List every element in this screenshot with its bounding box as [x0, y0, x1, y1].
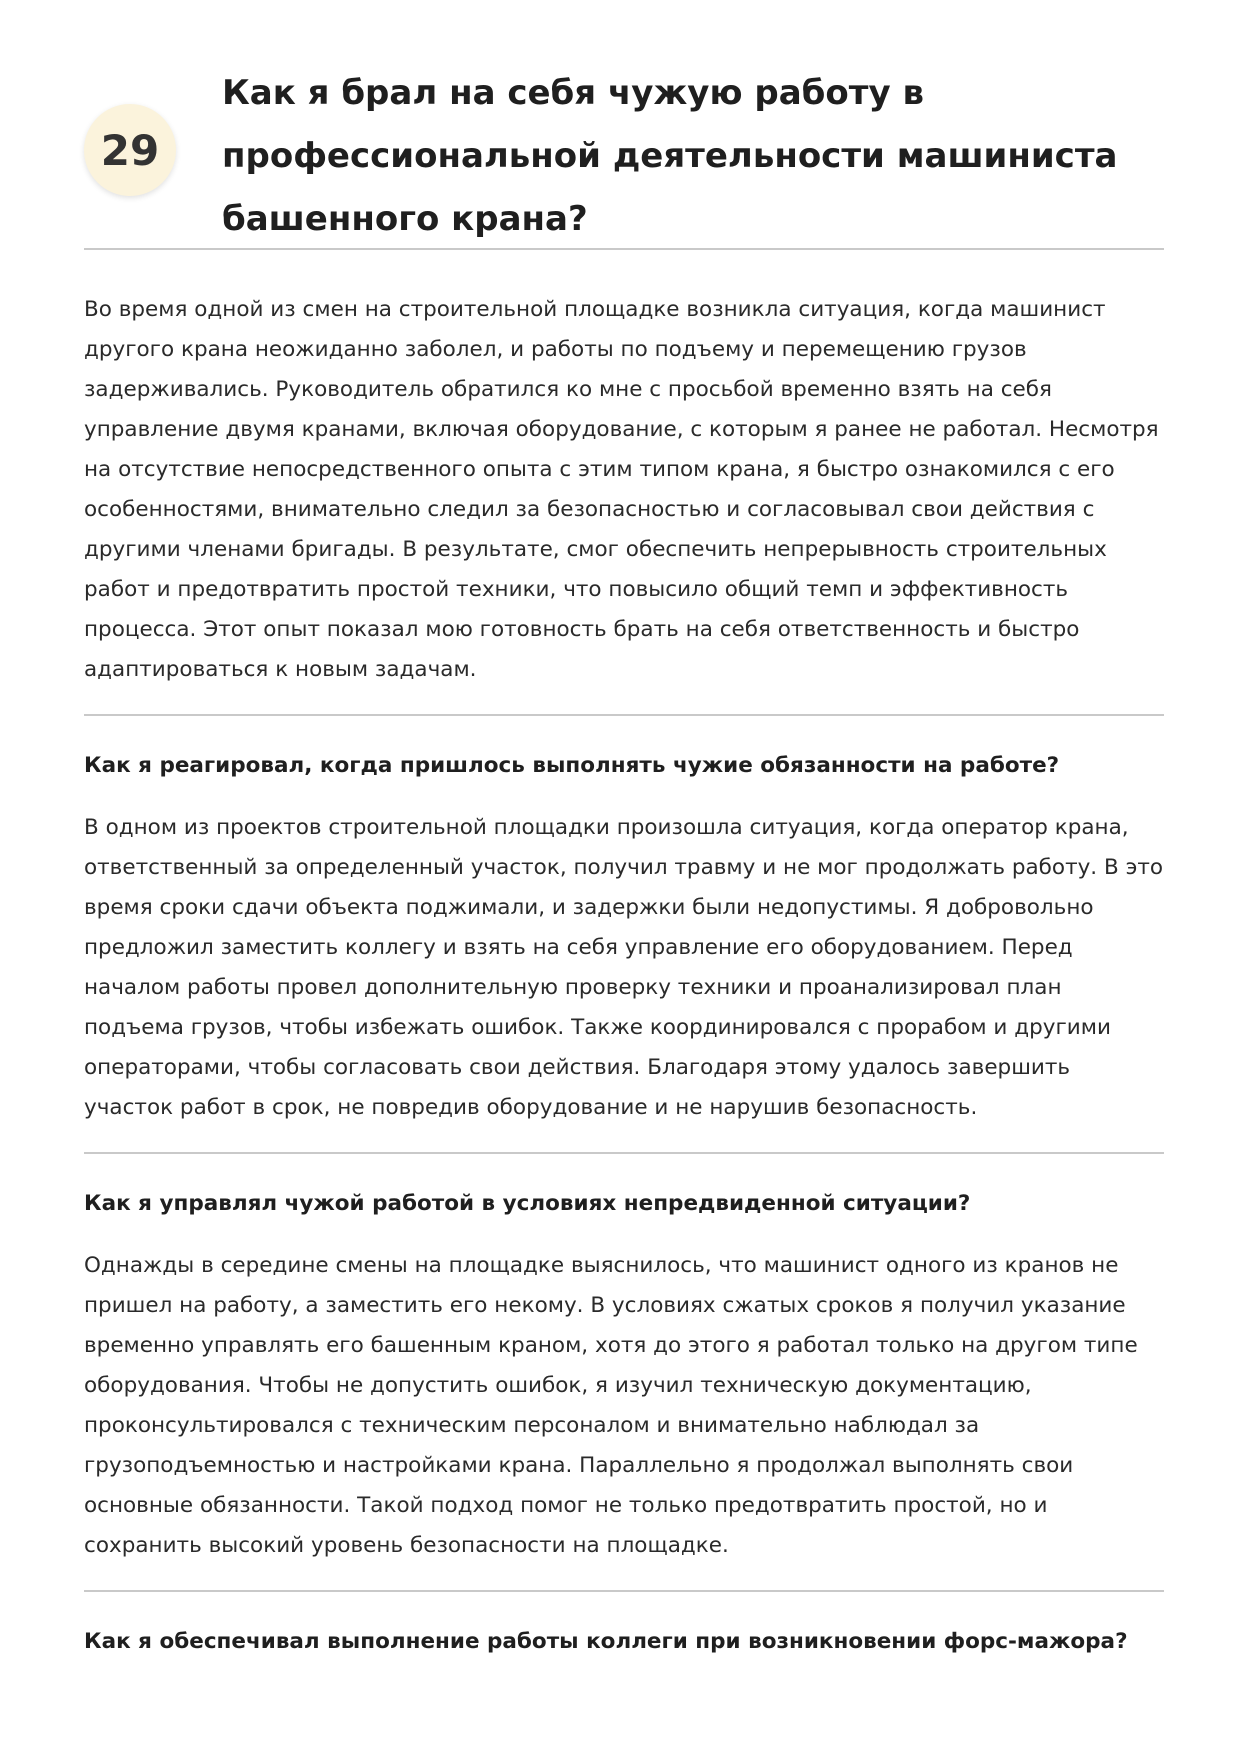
question-number-badge: 29	[84, 104, 176, 196]
section-question: Как я управлял чужой работой в условиях непредвиденной ситуации?	[84, 1191, 971, 1216]
header	[84, 0, 1164, 250]
intro-paragraph: Во время одной из смен на строительной площадке возникла ситуация, когда машинист другого крана неожиданно заболел, и работы по подъему и перемещению грузов задерживались. Руководитель обратился ко мне с просьбой временно взять на себя управление двумя кранами, включая оборудование, с которым я ранее не работал. Несмотря на отсутствие непосредственного опыта с этим типом крана, я быстро ознакомился с его особенностями, внимательно следил за безопасностью и согласовывал свои действия с другими членами бригады. В результате, смог обеспечить непрерывность строительных работ и предотвратить простой техники, что повысило общий темп и эффективность процесса. Этот опыт показал мою готовность брать на себя ответственность и быстро адаптироваться к новым задачам.	[84, 297, 1159, 682]
content	[84, 290, 1164, 1684]
section-answer: В одном из проектов строительной площадки произошла ситуация, когда оператор крана, ответственный за определенный участок, получил травму и не мог продолжать работу. В это время сроки сдачи объекта поджимали, и задержки были недопустимы. Я добровольно предложил заместить коллегу и взять на себя управление его оборудованием. Перед началом работы провел дополнительную проверку техники и проанализировал план подъема грузов, чтобы избежать ошибок. Также координировался с прорабом и другими операторами, чтобы согласовать свои действия. Благодаря этому удалось завершить участок работ в срок, не повредив оборудование и не нарушив безопасность.	[84, 815, 1164, 1120]
header-divider	[84, 248, 1164, 250]
section-divider	[84, 1152, 1164, 1154]
section-answer: Однажды в середине смены на площадке выяснилось, что машинист одного из кранов не пришел на работу, а заместить его некому. В условиях сжатых сроков я получил указание временно управлять его башенным краном, хотя до этого я работал только на другом типе оборудования. Чтобы не допустить ошибок, я изучил техническую документацию, проконсультировался с техническим персоналом и внимательно наблюдал за грузоподъемностью и настройками крана. Параллельно я продолжал выполнять свои основные обязанности. Такой подход помог не только предотвратить простой, но и сохранить высокий уровень безопасности на площадке.	[84, 1253, 1138, 1558]
document-page	[84, 0, 1164, 1654]
section-question: Как я реагировал, когда пришлось выполнять чужие обязанности на работе?	[84, 753, 1060, 778]
section-divider	[84, 1590, 1164, 1592]
section-divider	[84, 714, 1164, 716]
section-question: Как я обеспечивал выполнение работы коллеги при возникновении форс-мажора?	[84, 1629, 1128, 1654]
page-title: Как я брал на себя чужую работу в профессиональной деятельности машиниста башенного крана?	[222, 73, 1118, 239]
